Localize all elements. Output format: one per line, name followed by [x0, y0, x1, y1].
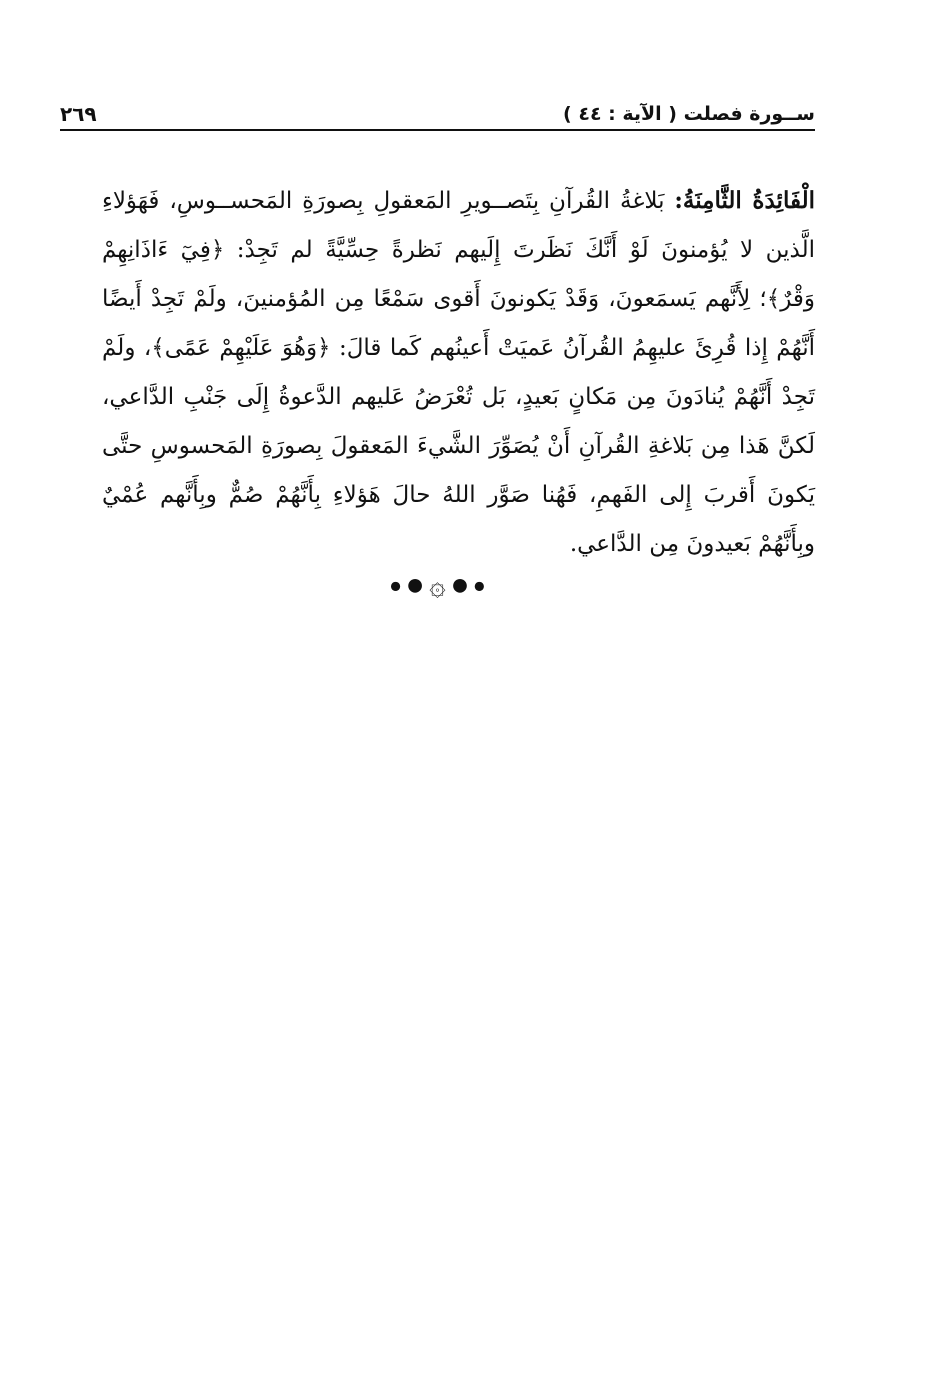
section-separator	[60, 568, 815, 602]
benefit-text-1: بَلاغةُ القُرآنِ بِتَصــويرِ المَعقولِ بِصورَةِ المَحســوسِ، فَهَؤلاءِ الَّذين لا يُؤمنونَ لَوْ أَنَّكَ نَظَرتَ إِلَيهم نَظرةً حِسِّيَّةً لم تَجِدْ:	[102, 188, 815, 263]
separator-dot-icon: ●	[390, 578, 401, 593]
page-number: ٢٦٩	[60, 102, 97, 126]
separator-dot-icon: ●	[407, 574, 423, 596]
benefit-text-3: ، ولَمْ تَجِدْ أَنَّهُمْ يُنادَونَ مِن مَكانٍ بَعيدٍ، بَل تُعْرَضُ عَليهم الدَّعوةُ إِلَى جَنْبِ الدَّاعي، لَكنَّ هَذا مِن بَلاغةِ القُرآنِ أَنْ يُصَوِّرَ الشَّيءَ المَعقولَ بِصورَةِ المَحسوسِ حتَّى يَكونَ أَقربَ إِلى الفَهمِ، فَهُنا صَوَّر اللهُ حالَ هَؤلاءِ بِأَنَّهُمْ صُمٌّ وبِأَنَّهم عُمْيٌ وبِأَنَّهُمْ بَعيدونَ مِن الدَّاعي.	[102, 335, 815, 557]
benefit-text-2: ؛ لِأَنَّهم يَسمَعونَ، وَقَدْ يَكونونَ أَقوى سَمْعًا مِن المُؤمنينَ، ولَمْ تَجِدْ أَيضًا أَنَّهُمْ إِذا قُرِئَ عليهِمُ القُرآنُ عَميَتْ أَعينُهم كَما قالَ:	[102, 286, 816, 361]
running-header	[60, 96, 815, 126]
quran-verse-1: ﴿فِيٓ ءَاذَانِهِمْ وَقْرٌ﴾	[102, 237, 815, 312]
benefit-paragraph	[102, 176, 815, 569]
benefit-label: الْفَائِدَةُ الثَّامِنَةُ:	[674, 187, 815, 214]
header-rule	[60, 129, 815, 131]
surah-title: ســورة فصلت ( الآية : ٤٤ )	[563, 103, 815, 125]
ornament-knot-icon: ۞	[429, 568, 446, 602]
separator-dot-icon: ●	[452, 574, 468, 596]
quran-verse-2: ﴿وَهُوَ عَلَيْهِمْ عَمًى﴾	[151, 335, 331, 361]
separator-dot-icon: ●	[474, 578, 485, 593]
